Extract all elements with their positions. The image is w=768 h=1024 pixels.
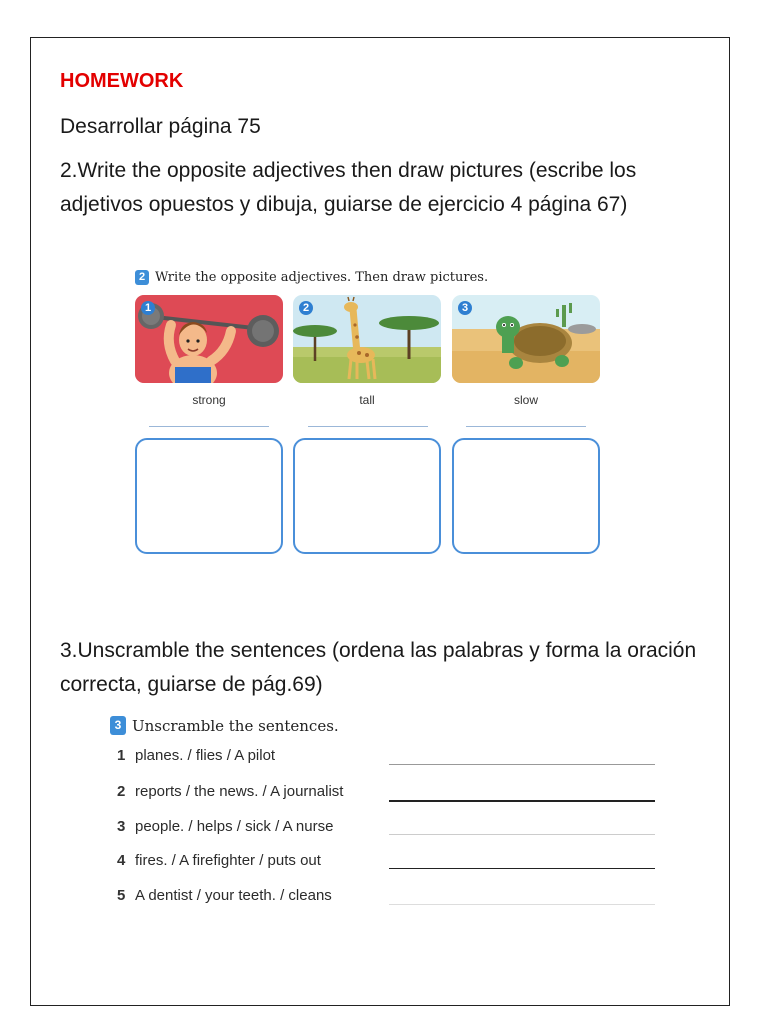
sentence-2-number: 2 (117, 783, 126, 800)
sentence-1-number: 1 (117, 747, 126, 764)
sentence-5-text: A dentist / your teeth. / cleans (135, 887, 332, 904)
picture-1-number: 1 (141, 301, 155, 315)
exercise-2-heading (135, 270, 488, 285)
instruction-page: Desarrollar página 75 (60, 115, 261, 138)
sentence-3-number: 3 (117, 818, 126, 835)
sentence-3-answer-line[interactable] (389, 834, 655, 835)
sentence-1-text: planes. / flies / A pilot (135, 747, 276, 764)
sentence-1 (117, 747, 275, 764)
answer-line-1[interactable] (149, 426, 269, 427)
sentence-2-answer-line[interactable] (389, 800, 655, 802)
answer-line-3[interactable] (466, 426, 586, 427)
drawing-box-1[interactable] (135, 438, 283, 554)
answer-line-2[interactable] (308, 426, 428, 427)
sentence-4-answer-line[interactable] (389, 868, 655, 869)
exercise-2-heading-text: Write the opposite adjectives. Then draw pictures. (155, 270, 489, 285)
picture-tortoise (452, 295, 600, 383)
strongman-illustration (135, 295, 283, 383)
exercise-3-number-badge: 3 (110, 716, 126, 735)
picture-strongman (135, 295, 283, 383)
picture-2-number: 2 (299, 301, 313, 315)
sentence-3 (117, 818, 333, 835)
tortoise-illustration (452, 295, 600, 383)
sentence-1-answer-line[interactable] (389, 764, 655, 765)
exercise-3-heading (110, 716, 339, 735)
drawing-box-3[interactable] (452, 438, 600, 554)
sentence-5-answer-line[interactable] (389, 904, 655, 905)
drawing-box-2[interactable] (293, 438, 441, 554)
exercise-3-heading-text: Unscramble the sentences. (132, 716, 339, 735)
exercise-2-number-badge: 2 (135, 270, 149, 285)
sentence-3-text: people. / helps / sick / A nurse (135, 818, 334, 835)
picture-giraffe (293, 295, 441, 383)
sentence-5-number: 5 (117, 887, 126, 904)
instruction-exercise-3: 3.Unscramble the sentences (ordena las palabras y forma la oración correcta, guiarse de pág.69) (60, 639, 697, 696)
instruction-exercise-2: 2.Write the opposite adjectives then draw pictures (escribe los adjetivos opuestos y dibuja, guiarse de ejercicio 4 página 67) (60, 159, 637, 216)
sentence-2-text: reports / the news. / A journalist (135, 783, 344, 800)
picture-3-number: 3 (458, 301, 472, 315)
giraffe-illustration (293, 295, 441, 383)
sentence-4-number: 4 (117, 852, 126, 869)
sentence-5 (117, 887, 332, 904)
label-tall: tall (359, 393, 375, 407)
sentence-2 (117, 783, 343, 800)
homework-title: HOMEWORK (60, 70, 184, 92)
label-strong: strong (192, 393, 226, 407)
sentence-4 (117, 852, 321, 869)
label-slow: slow (513, 393, 538, 407)
sentence-4-text: fires. / A firefighter / puts out (135, 852, 321, 869)
